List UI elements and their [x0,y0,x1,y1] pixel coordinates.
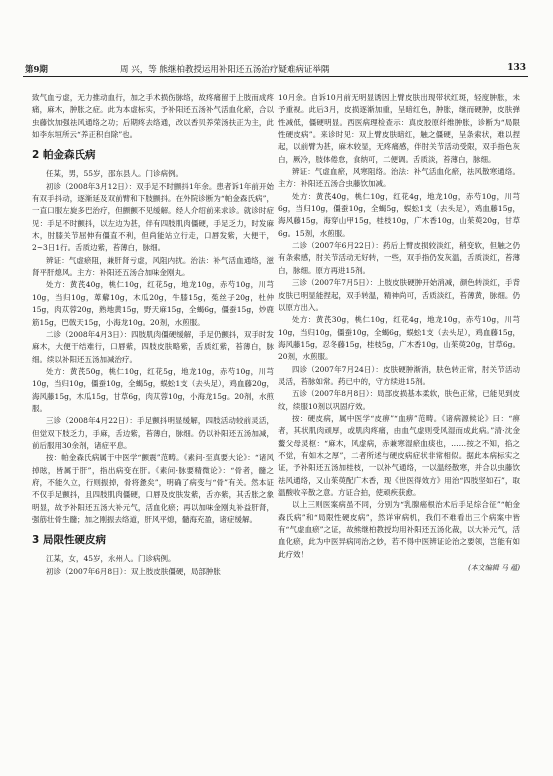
paragraph: 四诊（2007年7月24日）：皮肤硬肿渐消，肤色转正常，肘关节活动灵活，苔脉如常。药已中的，守方续进15剂。 [278,364,520,386]
paragraph: 10月余。自诉10月前无明显诱因上臂皮肤出现带状红斑，轻度肿胀，未予重视。此后3月，皮损逐渐加重，呈暗红色，肿胀，继而硬肿，皮肤弹性减低，僵硬明显。西医病理检查示：真皮胶原纤维肿胀，诊断为“局限性硬皮病”。来诊时见：双上臂皮肤暗红，触之僵硬，呈条索状，难以捏起，以前臂为甚，麻木较显，无疼痛感，伴肘关节活动受限，双手指色灰白，厥冷，肢体倦怠，食纳可，二便调。舌质淡，苔薄白，脉细。 [278,93,520,164]
section-heading-scleroderma: 3 局限性硬皮病 [32,534,106,547]
paragraph: 三诊（2007年7月5日）：上肢皮肤硬肿开始消减，颜色转淡红，手背皮肤已明显能捏起，双手转温，精神尚可，舌质淡红，苔薄黄，脉细。仍以原方出入。 [278,278,520,312]
paragraph: 按：帕金森氏病属于中医学“颤震”范畴。《素问·至真要大论》：“诸风掉眩，皆属于肝”，指出病变在肝。《素问·脉要精微论》：“骨者，髓之府，不能久立，行则振掉，骨将惫矣”，明确了病变与“骨”有关。然本证不仅手足颤抖，且四肢肌肉僵硬，口唇及皮肤发紫，舌亦紫，其舌胀之象明显，故予补阳还五汤大补元气，活血化瘀；再以加味金刚丸补益肝肾，强筋壮骨生髓；加之刚振去络道，肝风平熄，髓海充盈，诸症缓解。 [32,453,274,524]
paragraph: 任某，男，55岁，邵东县人。门诊病例。 [46,169,184,179]
page-number: 133 [507,63,526,73]
paragraph: 二诊（2007年6月22日）：药后上臂皮损较淡红，稍变软，但触之仍有条索感，肘关节活动无好转，一些，双手指仍发灰温，舌质淡红，苔薄白，脉细。原方再进15剂。 [278,241,520,275]
paragraph: 五诊（2007年8月8日）：局部皮损基本柔软，肤色正常，已能见到皮纹，续服10剂以巩固疗效。 [278,389,520,411]
section-heading-parkinson: 2 帕金森氏病 [32,149,96,162]
paragraph: 以上三则医案病虽不同，分别为“乳腺癌根治术后手足综合征”“帕金森氏病”和“局限性硬皮病”，然详审病机，我们不难看出三个病案中皆有“气虚血瘀”之证，故熊继柏教授均用补阳还五汤化裁，以大补元气，活血化瘀，此为中医异病同治之妙，若不得中医辨证论治之要领，岂能有如此疗效！ [278,500,520,559]
editor-signoff: (本文编辑 马 蕴) [468,564,520,573]
paragraph: 辨证：气虚瘀阻，兼肝肾亏虚，风阻内扰。治法：补气活血通络，滋肾平肝熄风。主方：补阳还五汤合加味金刚丸。 [32,255,274,278]
issue-number: 第9期 [25,65,48,75]
paragraph: 按：硬皮病，属中医学“皮痹”“血痹”范畴。《诸病源候论》曰：“痹者，其状肌肉顽厚，或肌肉疼痛，由血气虚则受风湿而成此病。”清·沈金鳌父母灵枢：“麻木，风虚病，赤兼寒湿瘀血痰也，……按之不知，掐之不觉，有如木之厚”，二者所述与硬皮病症状非常相似。据此本病标实之证，予补阳还五汤加桂枝，一以补气通络，一以温经散寒，并合以虫藤饮祛风通络，又山茱萸配广木香，现《世医得效方》用治“四肢坚如石”，取温酸收辛散之意。方证合拍，使顽疾获愈。 [278,413,520,497]
paragraph: 致气血亏虚，无力推动血行，加之手术损伤脉络，故疼痛留于上肢而成疼痛，麻木，肿胀之症。此为本虚标实，予补阳还五汤补气活血化瘀，合以虫藤饮加强祛风通络之功；后期疼去络通，改以香贝养荣汤扶正为主，此如李东垣所云“养正积自除”也。 [32,93,274,140]
paragraph: 处方：黄芪50g，桃仁10g，红花5g，地龙10g，赤芍10g，川芎10g，当归10g，僵蚕10g，全蝎5g，蜈蚣1支（去头足），鸡血藤20g，海风藤15g，木瓜15g，甘草6g，肉苁蓉10g，小海龙15g。20剂，水煎服。 [32,366,274,413]
left-column [32,92,274,578]
paragraph: 处方：黄芪40g，桃仁10g，红花5g，地龙10g，赤芍10g，川芎10g，当归10g，萆薢10g，木瓜20g，牛膝15g，菟丝子20g，杜仲15g，肉苁蓉20g，熟地黄15g，野天麻15g，全蝎6g，僵蚕15g，炒鹿筋15g，巴戟天15g，小海龙10g。20剂，水煎服。 [32,280,274,327]
paragraph: 二诊（2008年4月3日）：四肢肌肉僵硬缓解，手足仍颤抖，双手时发麻木，大便干结难行，口唇紫，四肢皮肤略紫，舌质红紫，苔薄白，脉细。续以补阳还五汤加减治疗。 [32,329,274,364]
paragraph: 处方：黄芪30g，桃仁10g，红花4g，地龙10g，赤芍10g，川芎10g，当归10g，僵蚕10g，全蝎6g，蜈蚣1支（去头足），鸡血藤15g，海风藤15g，忍冬藤15g，桂枝5g，广木香10g，山茱萸20g，甘草6g。20剂，水煎服。 [278,315,520,362]
paragraph: 初诊（2007年6月8日）：双上肢皮肤僵硬，局部肿胀 [46,566,221,576]
paragraph: 初诊（2008年3月12日）：双手足不时颤抖1年余。患者诉1年前开始有双手抖动，逐渐延及双前臂和下肢颤抖。在外院诊断为“帕金森氏病”，一直口服左旋多巴治疗，但颤颤不见缓解。经人介绍前来求诊。就诊时症见：手足不时颤抖，以左边为甚，伴有四肢肌肉僵硬，手足乏力，时发麻木，肘膝关节屈伸有僵直不利，但尚能站立行走，口唇发紫，大便干，2~3日1行。舌质边紫，苔薄白，脉细。 [32,181,274,253]
running-header [23,62,528,77]
paragraph: 辨证：气虚血瘀，风寒阻络。治法：补气活血化瘀，祛风散寒通络。主方：补阳还五汤合虫藤饮加减。 [278,167,520,189]
paragraph: 江某，女，45岁，永州人。门诊病例。 [46,554,176,564]
running-title: 周 兴，等 熊继柏教授运用补阳还五汤治疗疑难病证举隅 [120,65,330,75]
paragraph: 处方：黄芪40g，桃仁10g，红花4g，地龙10g，赤芍10g，川芎6g，当归10g，僵蚕10g，全蝎5g，蜈蚣1支（去头足），鸡血藤15g，海风藤15g，海穿山甲15g，桂枝10g，广木香10g，山茱萸20g，甘草6g。15剂，水煎服。 [278,191,520,238]
right-column [278,92,520,574]
paragraph: 三诊（2008年4月22日）：手足颤抖明显缓解，四肢活动较前灵活，但觉双下肢乏力，手麻，舌边紫，苔薄白，脉细。仍以补阳还五汤加减，前后服用30余剂，诸症平息。 [32,416,274,450]
